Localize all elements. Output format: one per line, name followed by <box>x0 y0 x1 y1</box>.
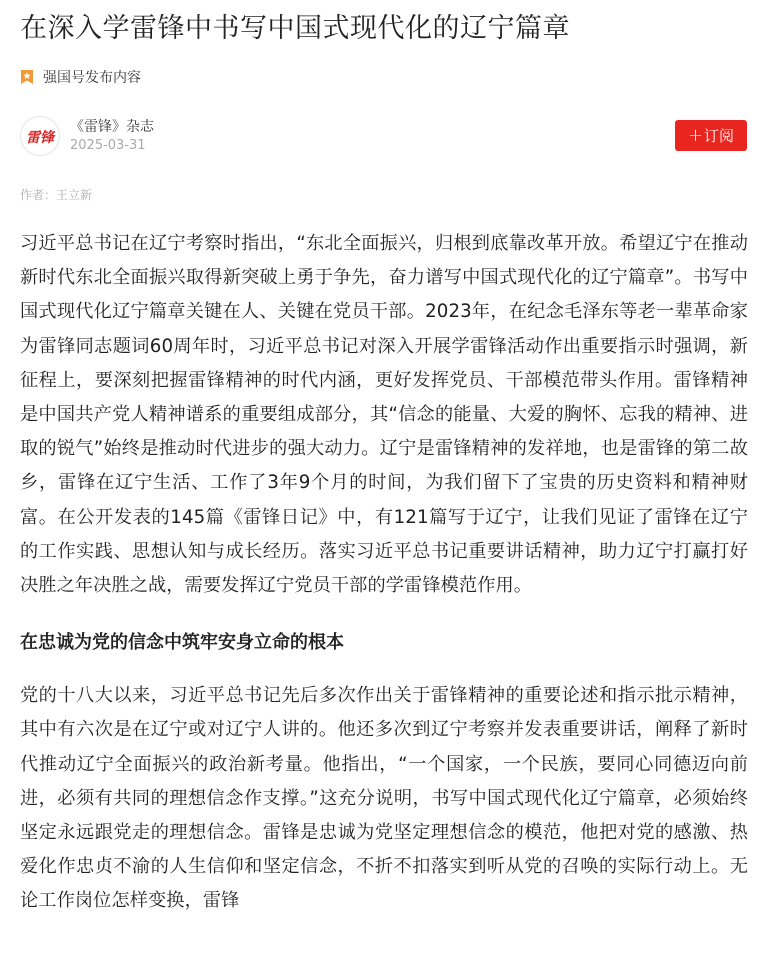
badge-icon <box>20 69 34 85</box>
article-paragraph: 党的十八大以来，习近平总书记先后多次作出关于雷锋精神的重要论述和指示批示精神，其中有六次是在辽宁或对辽宁人讲的。他还多次到辽宁考察并发表重要讲话，阐释了新时代推动辽宁全面振兴的政治新考量。他指出，“一个国家，一个民族，要同心同德迈向前进，必须有共同的理想信念作支撑。”这充分说明，书写中国式现代化辽宁篇章，必须始终坚定永远跟党走的理想信念。雷锋是忠诚为党坚定理想信念的模范，他把对党的感激、热爱化作忠贞不渝的人生信仰和坚定信念，不折不扣落实到听从党的召唤的实际行动上。无论工作岗位怎样变换，雷锋 <box>20 685 748 912</box>
author-name[interactable]: 《雷锋》杂志 <box>70 119 154 135</box>
source-label: 强国号发布内容 <box>43 70 141 86</box>
svg-text:雷锋: 雷锋 <box>26 130 54 146</box>
article-title: 在深入学雷锋中书写中国式现代化的辽宁篇章 <box>20 13 570 44</box>
subscribe-button[interactable] <box>675 120 747 151</box>
avatar[interactable] <box>20 116 60 156</box>
article-paragraph: 习近平总书记在辽宁考察时指出，“东北全面振兴，归根到底靠改革开放。希望辽宁在推动新时代东北全面振兴取得新突破上勇于争先，奋力谱写中国式现代化的辽宁篇章”。书写中国式现代化辽宁篇章关键在人、关键在党员干部。2023年，在纪念毛泽东等老一辈革命家为雷锋同志题词60周年时，习近平总书记对深入开展学雷锋活动作出重要指示时强调，新征程上，要深刻把握雷锋精神的时代内涵，更好发挥党员、干部模范带头作用。雷锋精神是中国共产党人精神谱系的重要组成部分，其“信念的能量、大爱的胸怀、忘我的精神、进取的锐气”始终是推动时代进步的强大动力。辽宁是雷锋精神的发祥地，也是雷锋的第二故乡，雷锋在辽宁生活、工作了3年9个月的时间，为我们留下了宝贵的历史资料和精神财富。在公开发表的145篇《雷锋日记》中，有121篇写于辽宁，让我们见证了雷锋在辽宁的工作实践、思想认知与成长经历。落实习近平总书记重要讲话精神，助力辽宁打赢打好决胜之年决胜之战，需要发挥辽宁党员干部的学雷锋模范作用。 <box>20 233 748 597</box>
publish-date: 2025-03-31 <box>70 138 146 153</box>
subscribe-label: 订阅 <box>704 127 735 145</box>
byline: 作者：王立新 <box>20 188 93 202</box>
section-heading: 在忠诚为党的信念中筑牢安身立命的根本 <box>20 632 344 654</box>
author-row <box>20 114 748 158</box>
leifeng-logo-icon <box>21 117 59 155</box>
plus-icon: + <box>687 124 704 146</box>
source-row <box>20 66 748 88</box>
author-meta <box>70 117 154 155</box>
